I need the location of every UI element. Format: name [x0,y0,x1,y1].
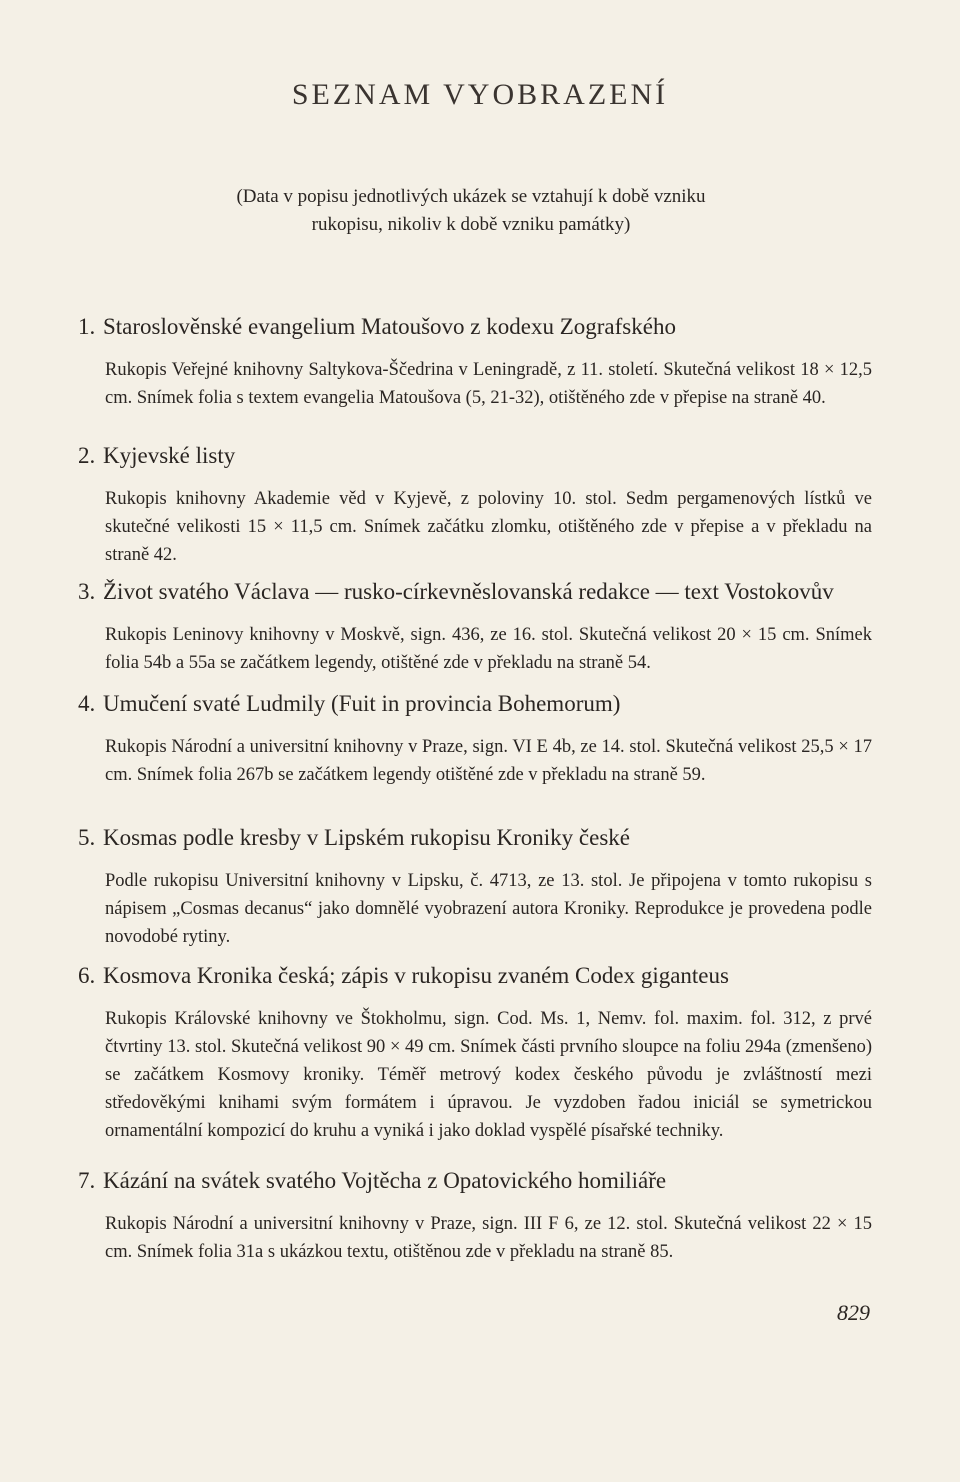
entry-description: Rukopis Leninovy knihovny v Moskvě, sign. 436, ze 16. stol. Skutečná velikost 20 × 15 cm. Snímek folia 54b a 55a se začátkem legendy, otištěné zde v překladu na straně 54. [105,625,872,673]
entry-description: Rukopis knihovny Akademie věd v Kyjevě, z poloviny 10. stol. Sedm pergamenových lístků ve skutečné velikosti 15 × 11,5 cm. Snímek začátku zlomku, otištěného zde v přepise a v překladu na straně 42. [105,489,872,565]
list-entry-6 [78,961,872,1145]
entry-number: 1. [78,314,96,339]
list-entry-3 [78,577,872,677]
entry-title: Umučení svaté Ludmily (Fuit in provincia Bohemorum) [103,691,621,716]
entry-description: Rukopis Národní a universitní knihovny v Praze, sign. VI E 4b, ze 14. stol. Skutečná velikost 25,5 × 17 cm. Snímek folia 267b se začátkem legendy otištěné zde v překladu na straně 59. [105,737,872,785]
list-entry-1 [78,312,872,412]
entry-title: Kosmova Kronika česká; zápis v rukopisu zvaném Codex giganteus [103,963,729,988]
entry-number: 2. [78,443,96,468]
entry-number: 6. [78,963,96,988]
entry-number: 4. [78,691,96,716]
entry-description: Podle rukopisu Universitní knihovny v Lipsku, č. 4713, ze 13. stol. Je připojena v tomto rukopisu s nápisem „Cosmas decanus“ jako domnělé vyobrazení autora Kroniky. Reprodukce je provedena podle novodobé rytiny. [105,871,872,947]
list-entry-4 [78,689,872,789]
entry-number: 7. [78,1168,96,1193]
entry-description: Rukopis Národní a universitní knihovny v Praze, sign. III F 6, ze 12. stol. Skutečná velikost 22 × 15 cm. Snímek folia 31a s ukázkou textu, otištěnou zde v překladu na straně 85. [105,1214,872,1262]
page-title: SEZNAM VYOBRAZENÍ [291,78,669,111]
page-number: 829 [837,1300,870,1325]
entry-description: Rukopis Veřejné knihovny Saltykova-Ščedrina v Leningradě, z 11. století. Skutečná velikost 18 × 12,5 cm. Snímek folia s textem evangelia Matoušova (5, 21-32), otištěného zde v přepise na straně 40. [105,360,872,408]
list-entry-5 [78,823,872,951]
entry-title: Staroslověnské evangelium Matoušovo z kodexu Zografského [103,314,676,339]
list-entry-2 [78,441,872,569]
intro-note-line-1: (Data v popisu jednotlivých ukázek se vztahují k době vzniku [236,186,706,207]
intro-note-line-2: rukopisu, nikoliv k době vzniku památky) [311,214,631,235]
entry-title: Kázání na svátek svatého Vojtěcha z Opatovického homiliáře [103,1168,667,1193]
entry-number: 3. [78,579,96,604]
entry-title: Život svatého Václava — rusko-církevněslovanská redakce — text Vostokovův [103,579,834,604]
entry-title: Kyjevské listy [103,443,236,468]
entry-description: Rukopis Královské knihovny ve Štokholmu, sign. Cod. Ms. 1, Nemv. fol. maxim. fol. 312, z prvé čtvrtiny 13. stol. Skutečná velikost 90 × 49 cm. Snímek části prvního sloupce na foliu 294a (zmenšeno) se začátkem Kosmovy kroniky. Téměř metrový kodex českého původu je zvláštností mezi středověkými knihami svým formátem i úpravou. Je vyzdoben řadou iniciál se symetrickou ornamentální kompozicí do kruhu a vyniká i jako doklad vyspělé písařské techniky. [105,1009,872,1141]
list-entry-7 [78,1166,872,1266]
entry-title: Kosmas podle kresby v Lipském rukopisu Kroniky české [103,825,631,850]
entry-number: 5. [78,825,96,850]
intro-note [176,183,766,239]
